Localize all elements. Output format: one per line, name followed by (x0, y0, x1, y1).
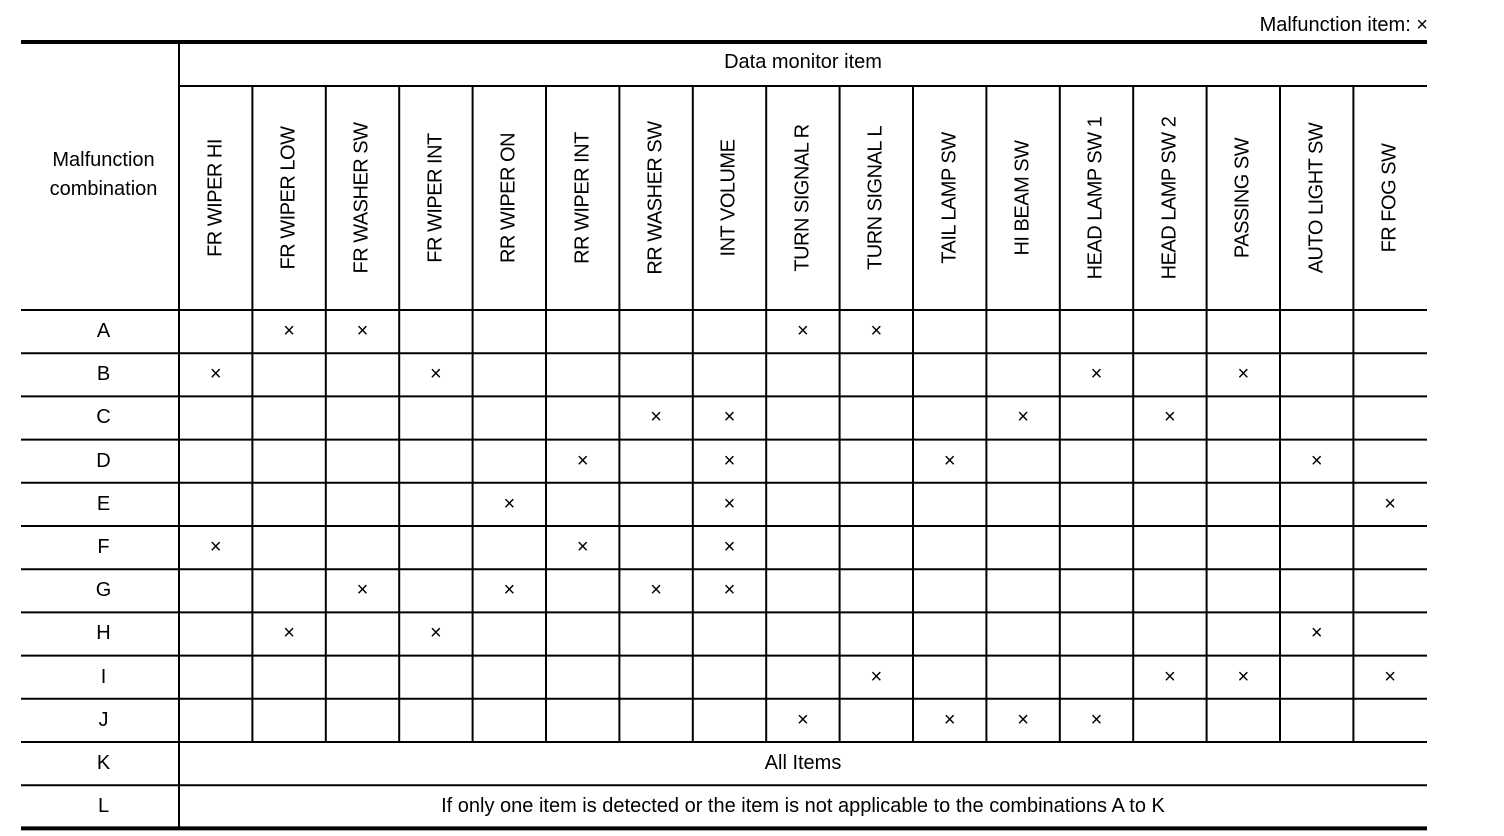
malfunction-mark: × (356, 579, 369, 602)
malfunction-mark: × (576, 449, 589, 472)
row-label: C (96, 406, 111, 429)
malfunction-mark: × (430, 363, 442, 386)
column-header (546, 88, 619, 308)
malfunction-mark: × (1090, 363, 1103, 386)
column-header-label: TURN SIGNAL L (864, 126, 887, 270)
column-header-label: FR WIPER HI (204, 139, 227, 257)
row-label: I (100, 665, 107, 688)
malfunction-mark: × (1017, 708, 1029, 731)
column-header (1133, 88, 1206, 308)
row-label: J (98, 708, 109, 731)
malfunction-mark: × (1017, 406, 1029, 429)
column-header (766, 88, 839, 308)
column-header-label: PASSING SW (1231, 137, 1254, 259)
column-header-label: AUTO LIGHT SW (1305, 122, 1328, 274)
malfunction-mark: × (723, 492, 736, 515)
malfunction-mark: × (283, 320, 295, 342)
column-header-label: FR WIPER INT (424, 133, 447, 263)
column-header-label: HEAD LAMP SW 2 (1158, 116, 1181, 280)
malfunction-mark: × (1090, 708, 1103, 731)
row-label: D (96, 449, 111, 472)
malfunction-mark: × (1384, 492, 1396, 515)
malfunction-mark: × (209, 363, 222, 386)
column-header-label: FR WASHER SW (350, 122, 373, 274)
column-header (840, 88, 913, 308)
malfunction-mark: × (1237, 665, 1250, 688)
malfunction-mark: × (1384, 665, 1396, 688)
column-header (1207, 88, 1280, 308)
row-label: A (96, 320, 111, 342)
malfunction-mark: × (1310, 622, 1323, 645)
malfunction-mark: × (723, 406, 736, 429)
row-label: K (96, 752, 111, 774)
malfunction-mark: × (870, 320, 883, 342)
data-monitor-item-header: Data monitor item (724, 51, 882, 73)
malfunction-mark: × (723, 579, 736, 602)
column-header (913, 88, 986, 308)
row-label: G (95, 579, 112, 602)
malfunction-mark: × (576, 536, 589, 558)
malfunction-mark: × (723, 449, 736, 472)
row-label: F (97, 536, 110, 558)
row-span-text: If only one item is detected or the item is not applicable to the combinations A to K (441, 795, 1165, 818)
column-header (326, 88, 399, 308)
column-header (252, 88, 325, 308)
column-header-label: RR WIPER ON (497, 132, 520, 264)
column-header-label: FR FOG SW (1378, 143, 1401, 253)
row-label: B (96, 363, 111, 386)
malfunction-mark: × (797, 320, 809, 342)
column-header-label: HEAD LAMP SW 1 (1084, 116, 1107, 280)
malfunction-mark: × (870, 665, 883, 688)
column-header (986, 88, 1059, 308)
legend: Malfunction item: × (1259, 14, 1428, 36)
malfunction-mark: × (797, 708, 809, 731)
malfunction-mark: × (1164, 406, 1176, 429)
column-header-label: HI BEAM SW (1011, 140, 1034, 256)
column-header (1280, 88, 1353, 308)
column-header-label: TURN SIGNAL R (791, 124, 814, 272)
column-header-label: RR WIPER INT (571, 132, 594, 264)
malfunction-mark: × (943, 708, 956, 731)
row-label: H (96, 622, 111, 645)
malfunction-mark: × (283, 622, 295, 645)
malfunction-mark: × (1237, 363, 1250, 386)
column-header (473, 88, 546, 308)
column-header (179, 88, 252, 308)
column-header (1353, 88, 1426, 308)
malfunction-mark: × (1310, 449, 1323, 472)
column-header (619, 88, 692, 308)
column-header (1060, 88, 1133, 308)
malfunction-mark: × (209, 536, 222, 558)
malfunction-mark: × (356, 320, 369, 342)
malfunction-combination-header: Malfunction combination (49, 149, 158, 200)
column-header-label: FR WIPER LOW (277, 126, 300, 270)
column-header (693, 88, 766, 308)
column-header-label: INT VOLUME (717, 139, 740, 257)
malfunction-mark: × (650, 406, 662, 429)
row-span-text: All Items (764, 752, 842, 774)
malfunction-mark: × (650, 579, 662, 602)
column-header-label: RR WASHER SW (644, 121, 667, 275)
row-label: E (96, 492, 111, 515)
malfunction-mark: × (1164, 665, 1176, 688)
malfunction-mark: × (943, 449, 956, 472)
malfunction-mark: × (430, 622, 442, 645)
malfunction-mark: × (503, 492, 516, 515)
malfunction-mark: × (723, 536, 736, 558)
malfunction-mark: × (503, 579, 516, 602)
row-label: L (97, 795, 110, 818)
column-header-label: TAIL LAMP SW (938, 132, 961, 264)
column-header (399, 88, 472, 308)
